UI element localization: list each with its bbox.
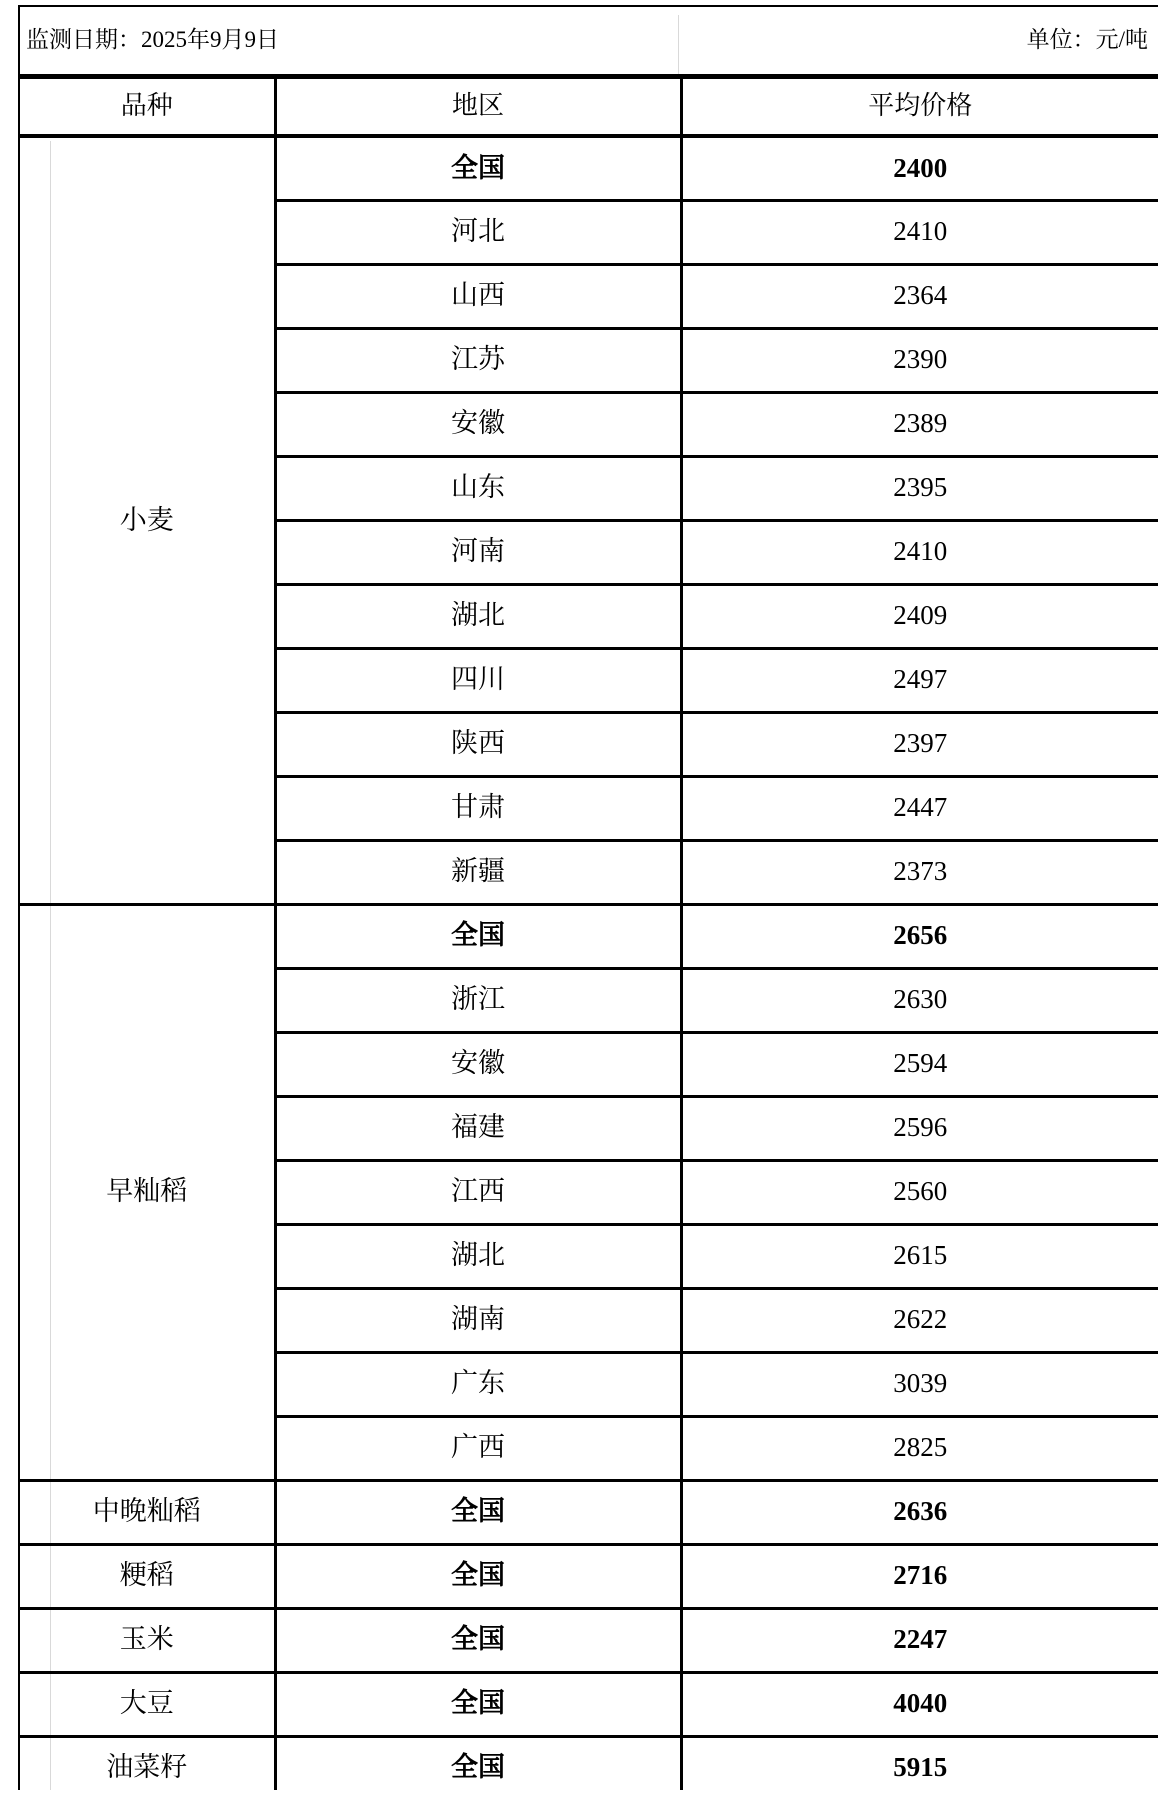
price-table-container <box>18 5 1158 1790</box>
region-cell: 河南 <box>275 520 681 584</box>
region-cell: 全国 <box>275 1480 681 1544</box>
table-row <box>19 1544 1158 1608</box>
table-row <box>19 1736 1158 1790</box>
cell-gridline <box>678 15 679 74</box>
price-cell: 2596 <box>681 1096 1158 1160</box>
region-cell: 全国 <box>275 1544 681 1608</box>
region-cell: 陕西 <box>275 712 681 776</box>
table-row <box>19 136 1158 200</box>
price-cell: 2410 <box>681 520 1158 584</box>
table-row <box>19 1672 1158 1736</box>
region-cell: 安徽 <box>275 392 681 456</box>
price-cell: 2400 <box>681 136 1158 200</box>
price-cell: 2497 <box>681 648 1158 712</box>
price-cell: 2364 <box>681 264 1158 328</box>
variety-cell: 早籼稻 <box>19 904 275 1480</box>
variety-cell: 小麦 <box>19 136 275 904</box>
region-cell: 浙江 <box>275 968 681 1032</box>
price-cell: 2594 <box>681 1032 1158 1096</box>
region-cell: 广西 <box>275 1416 681 1480</box>
price-cell: 3039 <box>681 1352 1158 1416</box>
region-cell: 全国 <box>275 1736 681 1790</box>
region-cell: 湖南 <box>275 1288 681 1352</box>
price-table <box>18 5 1158 1790</box>
price-cell: 2656 <box>681 904 1158 968</box>
price-cell: 2410 <box>681 200 1158 264</box>
price-cell: 2622 <box>681 1288 1158 1352</box>
region-cell: 江苏 <box>275 328 681 392</box>
price-cell: 2247 <box>681 1608 1158 1672</box>
region-cell: 全国 <box>275 904 681 968</box>
price-cell: 2389 <box>681 392 1158 456</box>
region-cell: 河北 <box>275 200 681 264</box>
column-header-variety: 品种 <box>19 76 275 136</box>
region-cell: 新疆 <box>275 840 681 904</box>
price-cell: 4040 <box>681 1672 1158 1736</box>
region-cell: 广东 <box>275 1352 681 1416</box>
region-cell: 全国 <box>275 1608 681 1672</box>
region-cell: 安徽 <box>275 1032 681 1096</box>
region-cell: 甘肃 <box>275 776 681 840</box>
price-cell: 5915 <box>681 1736 1158 1790</box>
variety-cell: 粳稻 <box>19 1544 275 1608</box>
price-cell: 2390 <box>681 328 1158 392</box>
table-row <box>19 904 1158 968</box>
price-cell: 2560 <box>681 1160 1158 1224</box>
price-cell: 2373 <box>681 840 1158 904</box>
info-bar <box>20 27 1158 53</box>
price-cell: 2447 <box>681 776 1158 840</box>
region-cell: 湖北 <box>275 584 681 648</box>
price-cell: 2397 <box>681 712 1158 776</box>
region-cell: 全国 <box>275 136 681 200</box>
price-cell: 2395 <box>681 456 1158 520</box>
table-row <box>19 1608 1158 1672</box>
price-cell: 2409 <box>681 584 1158 648</box>
column-header-region: 地区 <box>275 76 681 136</box>
column-header-price: 平均价格 <box>681 76 1158 136</box>
info-cell <box>19 6 1158 76</box>
price-cell: 2615 <box>681 1224 1158 1288</box>
variety-cell: 中晚籼稻 <box>19 1480 275 1544</box>
region-cell: 全国 <box>275 1672 681 1736</box>
region-cell: 湖北 <box>275 1224 681 1288</box>
table-row <box>19 1480 1158 1544</box>
region-cell: 山东 <box>275 456 681 520</box>
region-cell: 江西 <box>275 1160 681 1224</box>
region-cell: 四川 <box>275 648 681 712</box>
monitor-date-label: 监测日期：2025年9月9日 <box>26 27 279 53</box>
table-header-row <box>19 76 1158 136</box>
info-row <box>19 6 1158 76</box>
variety-cell: 大豆 <box>19 1672 275 1736</box>
variety-cell: 玉米 <box>19 1608 275 1672</box>
price-cell: 2825 <box>681 1416 1158 1480</box>
region-cell: 福建 <box>275 1096 681 1160</box>
region-cell: 山西 <box>275 264 681 328</box>
price-cell: 2636 <box>681 1480 1158 1544</box>
price-cell: 2630 <box>681 968 1158 1032</box>
price-table-body <box>19 6 1158 1790</box>
variety-cell: 油菜籽 <box>19 1736 275 1790</box>
price-cell: 2716 <box>681 1544 1158 1608</box>
unit-label: 单位：元/吨 <box>1026 27 1148 53</box>
